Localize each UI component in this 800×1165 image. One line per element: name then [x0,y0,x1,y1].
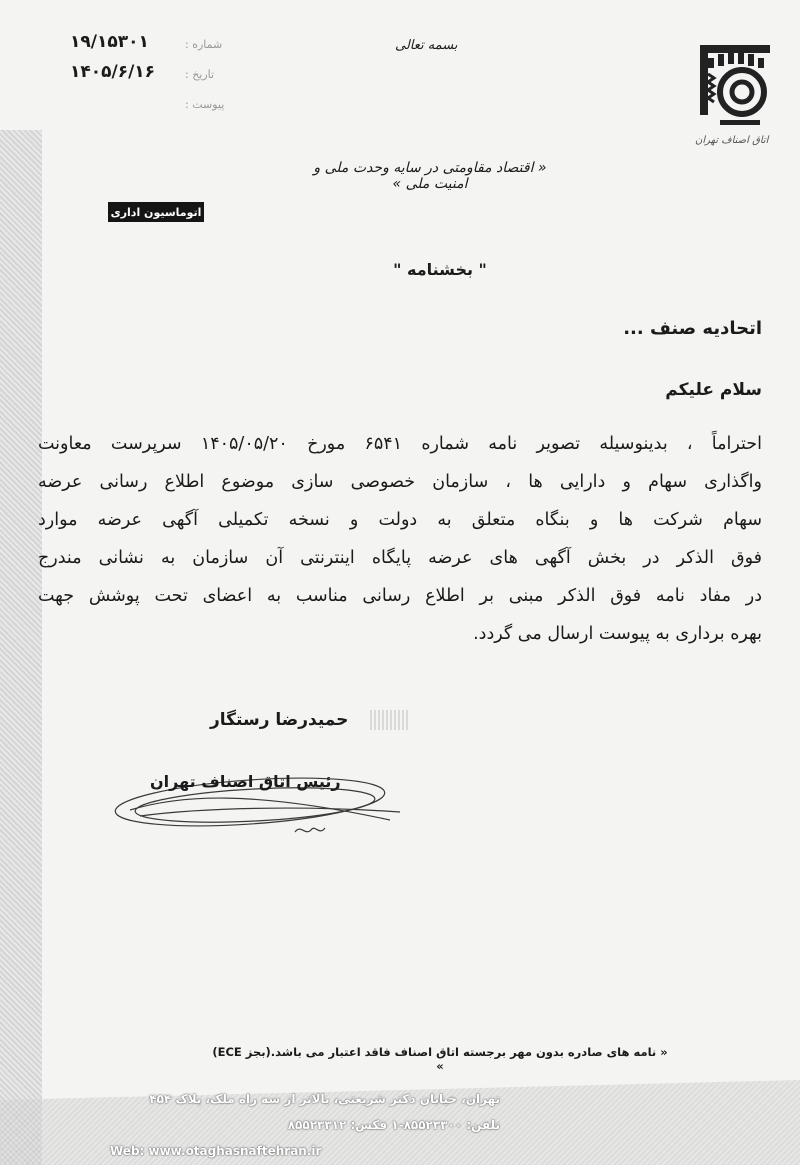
disclaimer: « نامه های صادره بدون مهر برجسته اتاق اصناف فاقد اعتبار می باشد.(بجز ECE) » [212,1045,668,1073]
footer-website: Web: www.otaghasnaftehran.ir [110,1144,322,1158]
invocation: بسمه تعالی [395,38,458,53]
letter-number-label: شماره : [185,38,223,51]
document-title: " بخشنامه " [393,260,487,279]
signatory-title: رئیس اتاق اصناف تهران [150,772,341,791]
office-automation-badge: اتوماسیون اداری [108,202,204,222]
body-line: فوق الذکر در بخش آگهی های عرضه پایگاه اینترنتی آن سازمان به نشانی مندرج [38,548,762,568]
addressee: اتحادیه صنف ... [623,318,762,339]
signatory-name: حمیدرضا رستگار [210,710,349,730]
greeting: سلام علیکم [665,380,762,400]
scan-shadow-left [0,130,42,1165]
letter-attachment-label: پیوست : [185,98,225,111]
footer-phones: تلفن: ۸۵۵۲۳۳۰۰-۱ فکس: ۸۵۵۲۳۳۱۲ [287,1118,500,1132]
letter-number-value: ۱۹/۱۵۳۰۱ [70,32,149,52]
body-line: در مفاد نامه فوق الذکر مبنی بر اطلاع رسانی مناسب به اعضای تحت پوشش جهت [38,586,762,606]
body-line: بهره برداری به پیوست ارسال می گردد. [473,624,762,644]
body-line: واگذاری سهام و دارایی ها ، سازمان خصوصی سازی موضوع اطلاع رسانی عرضه [38,472,762,492]
body-line: احتراماً ، بدینوسیله تصویر نامه شماره ۶۵۴۱ مورخ ۱۴۰۵/۰۵/۲۰ سرپرست معاونت [38,434,762,454]
footer-address: تهران، خیابان دکتر شریعتی، بالاتر از سه راه ملک، پلاک ۴۵۴ [149,1092,500,1106]
logo-caption: اتاق اصناف تهران [695,135,769,146]
motto: « اقتصاد مقاومتی در سایه وحدت ملی و امنیت ملی » [313,160,547,192]
guild-chamber-logo [690,40,780,150]
letter-date-label: تاریخ : [185,68,215,81]
body-line: سهام شرکت ها و بنگاه متعلق به دولت و نسخه تکمیلی آگهی عرضه موارد [38,510,762,530]
letter-body [38,425,762,653]
handwritten-signature [110,750,410,860]
letter-date-value: ۱۴۰۵/۶/۱۶ [70,62,156,82]
faint-stamp-mark [370,710,410,730]
